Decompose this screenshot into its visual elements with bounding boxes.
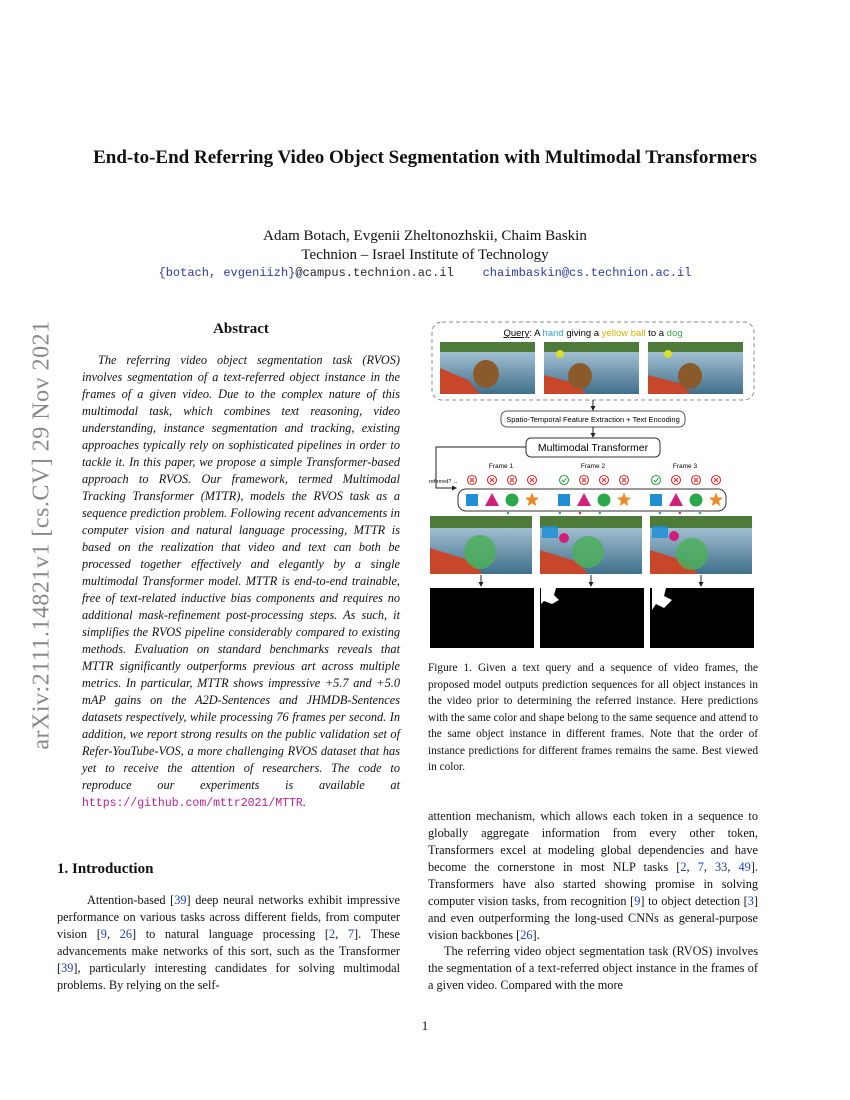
body-text: attention mechanism, which allows each token in a sequence to globally aggregate information from every other token, Transformers excel at modeling global dependencies and have become the cornerstone in most NLP tasks [ [428,809,758,874]
prediction-star-frame-3 [709,493,723,507]
citation[interactable]: 7 [697,860,704,874]
intro-paragraph [57,892,400,994]
citation[interactable]: 9 [634,894,641,908]
query-word: giving a [563,328,602,339]
intro-text: ] deep neural networks exhibit impressive performance on various tasks across different fields, from computer vision [ [57,893,400,941]
query-sep: : A [529,328,543,339]
citation[interactable]: 39 [174,893,187,907]
instance-predictions [466,493,723,507]
prediction-square-frame-2 [558,494,570,506]
prediction-star-frame-1 [525,493,539,507]
abstract-text: The referring video object segmentation task (RVOS) involves segmentation of a text-referred object instance in the frames of a given video. Due to the complex nature of this multimodal task, which combines text reasoning, video understanding, instance segmentation and tracking, existing approaches typically rely on sophisticated pipelines in order to tackle it. In this paper, we propose a simple Transformer-based approach to RVOS. Our framework, termed Multimodal Tracking Transformer (MTTR), models the RVOS task as a sequence prediction problem. Following recent advancements in computer vision and natural language processing, MTTR is based on the realization that video and text can both be processed together effectively and elegantly by a single multimodal Transformer model. MTTR is end-to-end trainable, free of text-related inductive bias components and requires no additional mask-refinement post-processing steps. As such, it simplifies the RVOS pipeline considerably compared to existing methods. Evaluation on standard benchmarks reveals that MTTR significantly outperforms previous art across multiple metrics. In particular, MTTR shows impressive +5.7 and +5.0 mAP gains on the A2D-Sentences and JHMDB-Sentences datasets respectively, while processing 76 frames per second. In addition, we report strong results on the public validation set of Refer-YouTube-VOS, a more challenging RVOS dataset that has yet to receive the attention of researchers. The code to reproduce our experiments is available at [82,353,400,792]
query-text [503,328,682,339]
x-mark-icon [530,478,534,482]
prediction-star-frame-2 [617,493,631,507]
mask-frame-3 [650,588,754,648]
body-text: ]. Transformers have also started showing promise in solving computer vision tasks, from recognition [ [428,860,758,908]
figure-1-caption: Figure 1. Given a text query and a sequence of video frames, the proposed model outputs prediction sequences for all object instances in the video prior to determining the referred instance. Here predictions with the same color and shape belong to the same sequence and attend to the same object instance in different frames. Note that the order of instance predictions for different frames remains the same. Best viewed in color. [428,662,758,773]
intro-text: , [106,927,120,941]
citation[interactable]: 7 [347,927,355,941]
intro-text: Attention-based [ [87,893,175,907]
feature-extraction-label: Spatio-Temporal Feature Extraction + Text Encoding [506,415,680,424]
frame-3-label: Frame 3 [672,463,698,470]
intro-text: ] to natural language processing [ [131,927,330,941]
citation[interactable]: 2 [329,927,336,941]
prediction-sequence-box [458,489,726,511]
referred-marks [468,476,721,485]
output-frame-3 [650,516,752,574]
abstract-body [82,352,400,812]
citation[interactable]: 39 [61,961,74,975]
body-text: ] and even outperforming the long-used CNNs as general-purpose vision backbones [ [428,894,758,942]
prediction-circle-frame-3 [690,494,703,507]
right-column-paragraph: attention mechanism, which allows each token in a sequence to globally aggregate information from every other token, Transformers excel at modeling global dependencies and have become the cornerstone in most NLP tasks [2, 7, 33, 49]. Transformers have also started showing promise in solving computer vision tasks, from recognition [9] to object detection [3] and even outperforming the long-used CNNs as general-purpose vision backbones [26]. [428,809,758,942]
intro-text: ], particularly interesting candidates for solving multimodal problems. By relying on the self- [57,961,400,992]
abstract-end: . [302,795,306,809]
prediction-triangle-frame-1 [485,493,499,506]
citation[interactable]: 26 [119,927,132,941]
referred-check-icon [652,476,661,485]
citation[interactable]: 9 [100,927,107,941]
author-block [80,227,770,265]
prediction-circle-frame-2 [598,494,611,507]
author-names: Adam Botach, Evgenii Zheltonozhskii, Chaim Baskin [263,228,587,244]
referred-check-icon [560,476,569,485]
prediction-triangle-frame-3 [669,493,683,506]
output-frame-2 [540,516,642,574]
input-frame-3 [648,342,743,394]
citation[interactable]: 3 [747,894,754,908]
citation[interactable]: 33 [715,860,728,874]
referred-label: referred? → [429,479,459,485]
email-line [80,266,770,280]
x-mark-icon [470,478,474,482]
x-mark-icon [602,478,606,482]
query-word-hand: hand [542,328,564,339]
body-text: ]. [532,928,540,942]
input-frame-2 [544,342,639,394]
arxiv-id: arXiv:2111.14821v1 [cs.CV] 29 Nov 2021 [28,320,55,750]
citation[interactable]: 26 [520,928,533,942]
query-word: to a [645,328,667,339]
check-mark-icon [562,478,567,482]
query-word-ball: yellow ball [601,328,646,339]
x-mark-icon [510,478,514,482]
figure-1-diagram [428,320,758,650]
frame-2-label: Frame 2 [580,463,606,470]
arxiv-sidebar [22,300,62,770]
figure-1 [428,320,758,650]
prediction-square-frame-3 [650,494,662,506]
prediction-square-frame-1 [466,494,478,506]
prediction-triangle-frame-2 [577,493,591,506]
x-mark-icon [490,478,494,482]
intro-heading: 1. Introduction [57,861,154,877]
email-domain: @campus.technion.ac.il [295,266,454,280]
x-mark-icon [694,478,698,482]
check-mark-icon [654,478,659,482]
code-link[interactable]: https://github.com/mttr2021/MTTR [82,797,303,810]
page-number: 1 [421,1018,429,1033]
output-frame-1 [430,516,532,574]
intro-text: , [335,927,348,941]
x-mark-icon [674,478,678,482]
citation[interactable]: 49 [738,860,751,874]
transformer-label: Multimodal Transformer [537,442,649,454]
email-single[interactable]: chaimbaskin@cs.technion.ac.il [482,266,692,280]
input-frame-1 [440,342,535,394]
body-text: ] to object detection [ [640,894,748,908]
mask-frame-1 [430,588,534,648]
intro-text: ]. These advancements make networks of this sort, such as the Transformer [ [57,927,400,975]
query-word-dog: dog [666,328,683,339]
x-mark-icon [582,478,586,482]
mask-frame-2 [540,588,644,648]
abstract-heading: Abstract [213,321,269,337]
frame-1-label: Frame 1 [488,463,514,470]
email-group[interactable]: {botach, evgeniizh} [158,266,296,280]
prediction-circle-frame-1 [506,494,519,507]
citation[interactable]: 2 [680,860,687,874]
x-mark-icon [714,478,718,482]
query-label: Query [503,328,530,339]
paper-title: End-to-End Referring Video Object Segmentation with Multimodal Transformers [93,147,757,168]
affiliation: Technion – Israel Institute of Technology [301,247,549,263]
x-mark-icon [622,478,626,482]
right-column-paragraph-2: The referring video object segmentation task (RVOS) involves the segmentation of a text-referred object instance in the frames of a given video. Compared with the more [428,944,758,992]
